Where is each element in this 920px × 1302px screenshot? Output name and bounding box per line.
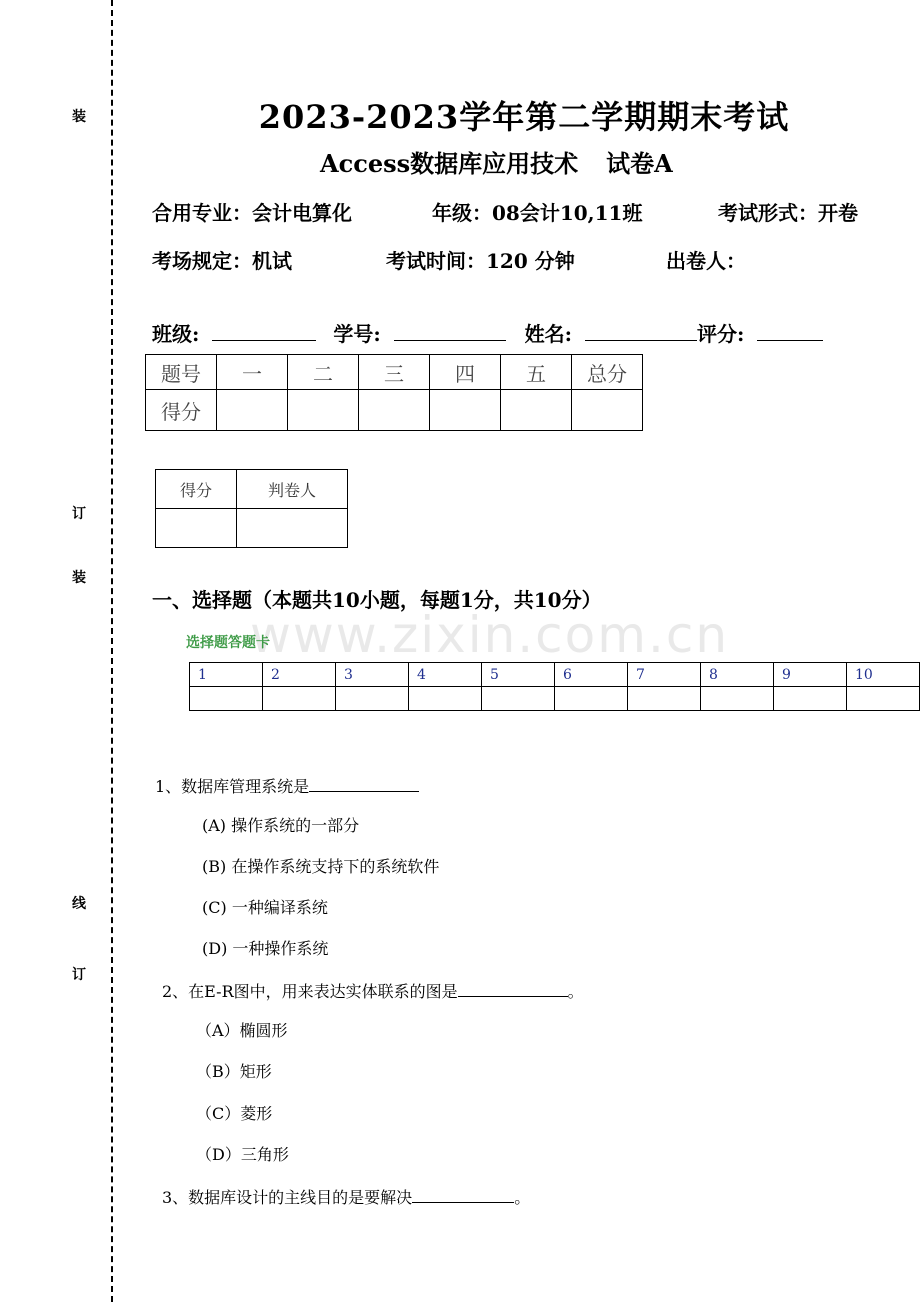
score-header-cell: 三 — [359, 355, 430, 390]
score-label: 评分: — [697, 322, 745, 346]
answer-cell[interactable] — [701, 687, 774, 711]
binding-char: 装 — [72, 109, 86, 125]
answer-number: 7 — [628, 663, 701, 687]
answer-blank[interactable] — [412, 1184, 514, 1203]
info-author: 出卷人： — [666, 249, 746, 273]
question-3 — [162, 1184, 530, 1208]
id-field[interactable] — [394, 322, 506, 341]
score-field[interactable] — [757, 322, 823, 341]
course-name: Access数据库应用技术 — [320, 149, 579, 178]
answer-cell[interactable] — [847, 687, 920, 711]
info-grade: 年级：08会计10,11班 — [432, 201, 643, 225]
answer-number: 8 — [701, 663, 774, 687]
binding-dashed-line — [111, 0, 113, 1302]
info-major: 合用专业：会计电算化 — [152, 201, 352, 225]
info-duration: 考试时间：120 分钟 — [386, 249, 575, 273]
option: （B）矩形 — [196, 1062, 272, 1081]
grader-cell[interactable] — [237, 509, 348, 548]
score-cell[interactable] — [288, 390, 359, 431]
grader-header-cell: 得分 — [156, 470, 237, 509]
score-header-cell: 总分 — [572, 355, 643, 390]
option: （C）菱形 — [196, 1104, 273, 1123]
score-cell[interactable] — [430, 390, 501, 431]
score-header-cell: 题号 — [146, 355, 217, 390]
watermark: www.zixin.com.cn — [250, 606, 730, 664]
answer-blank[interactable] — [309, 773, 419, 792]
score-row-label: 得分 — [146, 390, 217, 431]
score-cell[interactable] — [217, 390, 288, 431]
option: （A）椭圆形 — [196, 1021, 288, 1040]
answer-cell[interactable] — [190, 687, 263, 711]
score-header-cell: 四 — [430, 355, 501, 390]
answer-number: 9 — [774, 663, 847, 687]
paper-label: 试卷A — [606, 149, 673, 178]
binding-char: 装 — [72, 570, 86, 586]
answer-number: 4 — [409, 663, 482, 687]
option: (D) 一种操作系统 — [202, 939, 329, 958]
binding-char: 订 — [72, 967, 86, 983]
exam-title: 2023-2023学年第二学期期末考试 — [258, 98, 790, 136]
answer-blank[interactable] — [458, 978, 568, 997]
binding-char: 订 — [72, 506, 86, 522]
student-info-row — [152, 318, 823, 347]
question-stem: 1、数据库管理系统是 — [155, 777, 310, 796]
grader-header-cell: 判卷人 — [237, 470, 348, 509]
name-label: 姓名: — [524, 322, 573, 346]
score-header-cell: 一 — [217, 355, 288, 390]
answer-card-table — [189, 662, 920, 711]
score-cell[interactable] — [501, 390, 572, 431]
answer-number: 10 — [847, 663, 920, 687]
answer-cell[interactable] — [774, 687, 847, 711]
section-title: 一、选择题（本题共10小题，每题1分，共10分） — [152, 588, 602, 612]
answer-number: 6 — [555, 663, 628, 687]
option: (C) 一种编译系统 — [202, 898, 328, 917]
grader-cell[interactable] — [156, 509, 237, 548]
score-header-cell: 五 — [501, 355, 572, 390]
info-exam-form: 考试形式：开卷 — [718, 201, 858, 225]
option: （D）三角形 — [196, 1145, 289, 1164]
answer-cell[interactable] — [555, 687, 628, 711]
answer-number: 3 — [336, 663, 409, 687]
option: (A) 操作系统的一部分 — [202, 816, 360, 835]
question-stem: 2、在E-R图中，用来表达实体联系的图是 — [162, 982, 458, 1001]
answer-cell[interactable] — [482, 687, 555, 711]
info-venue: 考场规定：机试 — [152, 249, 292, 273]
option: (B) 在操作系统支持下的系统软件 — [202, 857, 440, 876]
question-suffix: 。 — [567, 982, 584, 1001]
class-label: 班级: — [152, 322, 200, 346]
class-field[interactable] — [212, 322, 316, 341]
binding-char: 线 — [72, 896, 86, 912]
id-label: 学号: — [333, 322, 381, 346]
exam-subtitle — [320, 144, 673, 179]
answer-cell[interactable] — [263, 687, 336, 711]
answer-cell[interactable] — [628, 687, 701, 711]
score-table — [145, 354, 643, 431]
answer-number: 2 — [263, 663, 336, 687]
question-1 — [155, 773, 419, 797]
answer-cell[interactable] — [336, 687, 409, 711]
answer-number: 1 — [190, 663, 263, 687]
score-header-cell: 二 — [288, 355, 359, 390]
question-2 — [162, 978, 584, 1002]
answer-number: 5 — [482, 663, 555, 687]
answer-cell[interactable] — [409, 687, 482, 711]
grader-table — [155, 469, 348, 548]
question-suffix: 。 — [514, 1188, 531, 1207]
score-cell[interactable] — [572, 390, 643, 431]
question-stem: 3、数据库设计的主线目的是要解决 — [162, 1188, 413, 1207]
name-field[interactable] — [585, 322, 697, 341]
answer-card-label: 选择题答题卡 — [186, 635, 270, 651]
score-cell[interactable] — [359, 390, 430, 431]
